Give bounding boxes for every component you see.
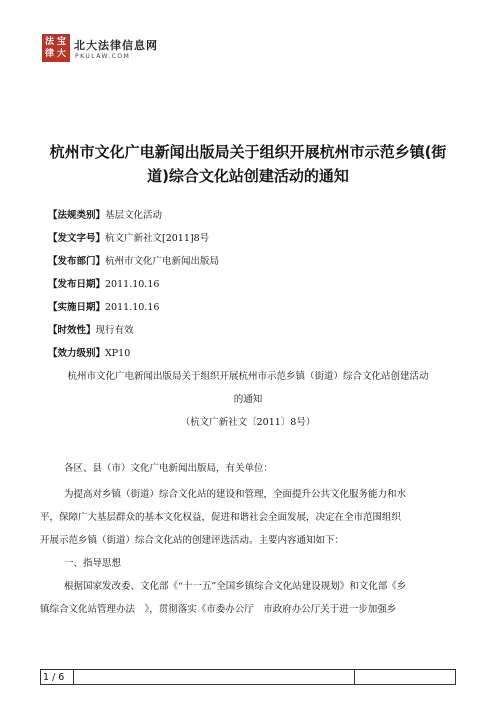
- meta-validity: [48, 322, 468, 336]
- paragraph-line: 开展示范乡镇（街道）综合文化站的创建评选活动。主要内容通知如下：: [40, 535, 345, 546]
- paragraph-line: 根据国家发改委、文化部《“十一五”全国乡镇综合文化站建设规划》和文化部《乡: [64, 581, 407, 592]
- footer-cell: [74, 670, 355, 684]
- paragraph-line: 镇综合文化站管理办法 》，贯彻落实《市委办公厅 市政府办公厅关于进一步加强乡: [40, 604, 397, 615]
- meta-key: 【发文字号】: [48, 233, 106, 244]
- meta-value: 现行有效: [95, 325, 134, 336]
- page-indicator: 1 / 6: [43, 672, 65, 683]
- pkulaw-logo: [42, 34, 158, 64]
- meta-value: 杭文广新社文[2011]8号: [105, 233, 210, 244]
- meta-key: 【实施日期】: [48, 302, 106, 313]
- meta-value: 杭州市文化广电新闻出版局: [105, 256, 220, 267]
- paragraph-line: 为提高对乡镇（街道）综合文化站的建设和管理，全面提升公共文化服务能力和水: [64, 489, 407, 500]
- paragraph-line: 平，保障广大基层群众的基本文化权益，促进和谐社会全面发展，决定在全市范围组织: [40, 512, 402, 523]
- meta-key: 【法规类别】: [48, 210, 106, 221]
- logo-seal-char: 宝: [57, 37, 67, 47]
- logo-seal-char: 法: [45, 37, 55, 47]
- document-title: [40, 140, 456, 188]
- meta-category: [48, 207, 468, 221]
- title-line-2: 道)综合文化站创建活动的通知: [147, 167, 349, 185]
- meta-value: XP10: [105, 348, 131, 359]
- meta-effective-date: [48, 299, 468, 313]
- meta-value: 2011.10.16: [105, 302, 160, 313]
- meta-level: [48, 345, 468, 359]
- meta-publish-date: [48, 276, 468, 290]
- meta-key: 【发布部门】: [48, 256, 106, 267]
- meta-key: 【时效性】: [48, 325, 96, 336]
- footer-table: [40, 669, 456, 685]
- meta-doc-number: [48, 230, 468, 244]
- meta-issuer: [48, 253, 468, 267]
- body-title-line-1: 杭州市文化广电新闻出版局关于组织开展杭州市示范乡镇（街道）综合文化站创建活动: [67, 371, 429, 382]
- meta-value: 基层文化活动: [105, 210, 163, 221]
- section-heading: 一、指导思想: [64, 558, 122, 569]
- paragraph-line: 各区、县（市）文化广电新闻出版局，有关单位：: [64, 463, 274, 474]
- meta-value: 2011.10.16: [105, 279, 160, 290]
- logo-seal-char: 律: [45, 49, 55, 59]
- logo-seal: [42, 34, 70, 62]
- logo-url: PKULAW.COM: [75, 53, 131, 60]
- footer-cell: [355, 670, 455, 684]
- meta-key: 【效力级别】: [48, 348, 106, 359]
- meta-key: 【发布日期】: [48, 279, 106, 290]
- title-line-1: 杭州市文化广电新闻出版局关于组织开展杭州市示范乡镇(街: [49, 143, 447, 161]
- doc-number: （杭文广新社文〔2011〕8号）: [180, 417, 316, 428]
- body-title-line-2: 的通知: [233, 394, 263, 405]
- logo-seal-char: 大: [57, 49, 67, 59]
- logo-title: 北大法律信息网: [74, 39, 158, 52]
